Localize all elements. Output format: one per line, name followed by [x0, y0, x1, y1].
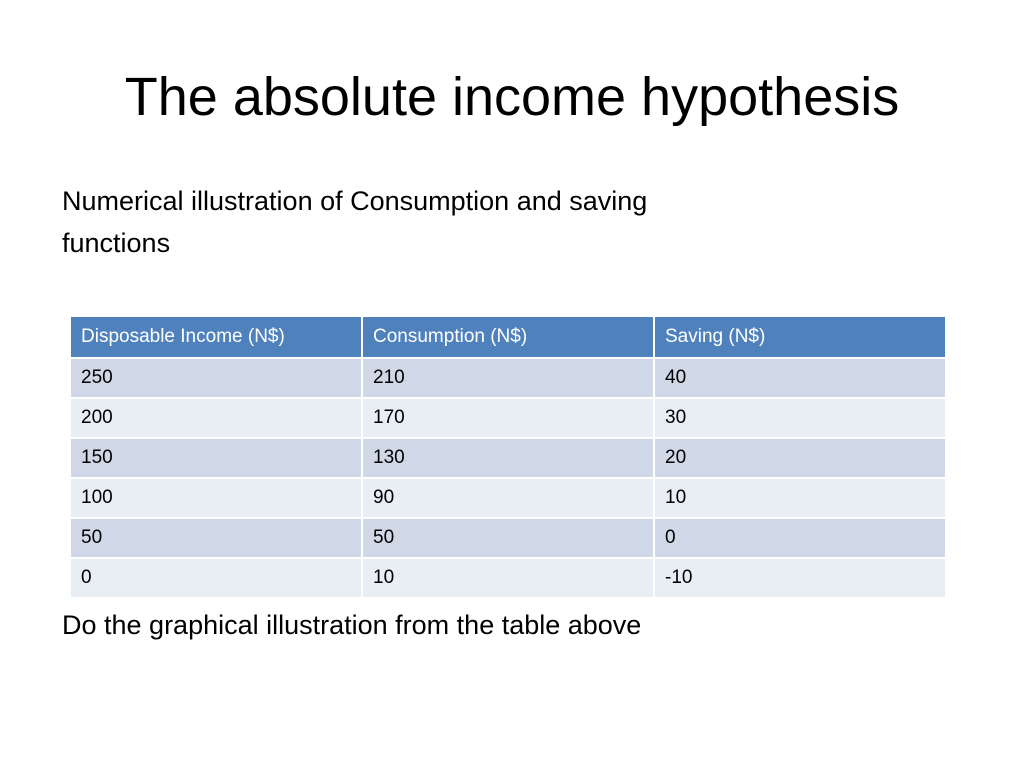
cell-saving: 30	[654, 398, 946, 438]
cell-consumption: 90	[362, 478, 654, 518]
income-table	[69, 315, 947, 599]
cell-consumption: 50	[362, 518, 654, 558]
cell-saving: 10	[654, 478, 946, 518]
header-saving: Saving (N$)	[654, 316, 946, 358]
cell-income: 50	[70, 518, 362, 558]
cell-consumption: 10	[362, 558, 654, 598]
cell-income: 100	[70, 478, 362, 518]
intro-text: Numerical illustration of Consumption and saving functions	[62, 186, 648, 258]
table-row	[70, 478, 946, 518]
cell-consumption: 170	[362, 398, 654, 438]
cell-income: 0	[70, 558, 362, 598]
cell-consumption: 130	[362, 438, 654, 478]
cell-consumption: 210	[362, 358, 654, 398]
header-disposable-income: Disposable Income (N$)	[70, 316, 362, 358]
table-row	[70, 558, 946, 598]
table-row	[70, 398, 946, 438]
cell-saving: 20	[654, 438, 946, 478]
table-row	[70, 358, 946, 398]
cell-saving: -10	[654, 558, 946, 598]
slide-title: The absolute income hypothesis	[124, 67, 900, 127]
header-consumption: Consumption (N$)	[362, 316, 654, 358]
cell-saving: 0	[654, 518, 946, 558]
table-header-row	[70, 316, 946, 358]
table-row	[70, 438, 946, 478]
table-row	[70, 518, 946, 558]
cell-income: 250	[70, 358, 362, 398]
outro-text: Do the graphical illustration from the table above	[62, 610, 642, 640]
cell-income: 200	[70, 398, 362, 438]
cell-saving: 40	[654, 358, 946, 398]
cell-income: 150	[70, 438, 362, 478]
